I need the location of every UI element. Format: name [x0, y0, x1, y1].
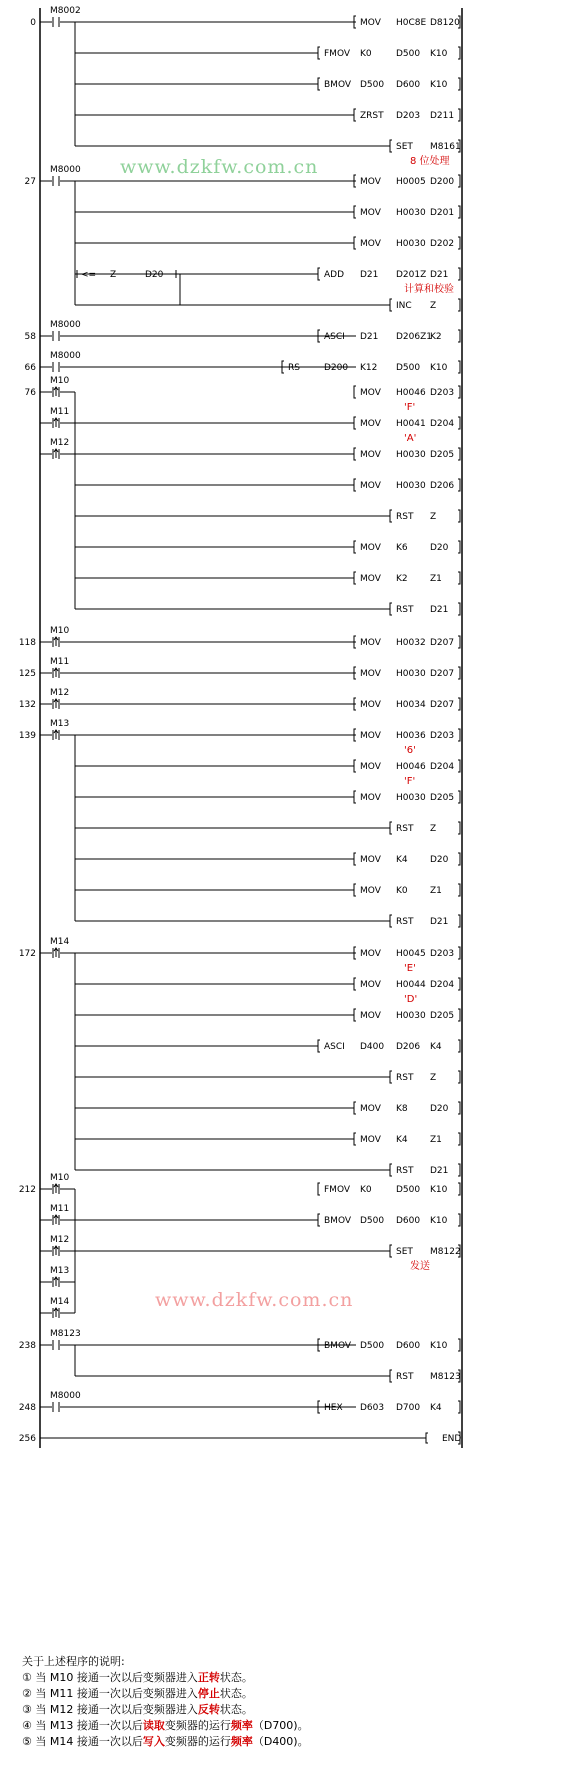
instruction-operand: H0030 [396, 239, 426, 249]
note-em: 写入 [142, 1735, 165, 1748]
instr-bracket-left [354, 760, 356, 772]
instruction-operand: D205 [430, 1011, 455, 1021]
instruction-operand: D206Z1 [396, 332, 432, 342]
annotation-note: 'E' [404, 963, 416, 974]
instruction-mnemonic: MOV [360, 574, 381, 584]
contact-label: M8000 [50, 351, 81, 361]
instr-bracket-left [390, 1245, 392, 1257]
instruction-operand: Z [430, 1073, 437, 1083]
step-number: 125 [18, 669, 36, 679]
instruction-operand: D20 [430, 1104, 449, 1114]
instr-bracket-right [458, 109, 460, 121]
instruction-operand: K12 [360, 363, 378, 373]
instruction-operand: K0 [360, 49, 372, 59]
instruction-mnemonic: MOV [360, 18, 381, 28]
instruction-mnemonic: ASCI [324, 1042, 345, 1052]
instr-bracket-right [458, 1214, 460, 1226]
instruction-operand: D200 [324, 363, 349, 373]
contact-label: M14 [50, 1297, 70, 1307]
instruction-operand: K10 [430, 49, 448, 59]
instr-bracket-left [318, 268, 320, 280]
instruction-operand: D207 [430, 700, 455, 710]
instruction-mnemonic: MOV [360, 731, 381, 741]
instruction-operand: K10 [430, 1185, 448, 1195]
instruction-operand: D20 [430, 543, 449, 553]
instr-bracket-left [354, 1102, 356, 1114]
instruction-mnemonic: MOV [360, 450, 381, 460]
instruction-operand: H0046 [396, 388, 426, 398]
instruction-operand: D204 [430, 419, 455, 429]
note-pre: 当 M12 接通一次以后变频器进入 [35, 1703, 198, 1716]
note-line [22, 1686, 562, 1702]
instruction-operand: D21 [430, 917, 449, 927]
instr-bracket-right [458, 822, 460, 834]
contact-label: M8123 [50, 1329, 81, 1339]
annotation-note: 'A' [404, 433, 417, 444]
end-bracket-left [426, 1433, 428, 1443]
instr-bracket-left [318, 47, 320, 59]
instruction-operand: Z1 [430, 574, 442, 584]
note-post: 状态。 [219, 1687, 253, 1700]
step-number: 248 [18, 1403, 36, 1413]
note-em: 反转 [197, 1703, 220, 1716]
instr-bracket-left [318, 1214, 320, 1226]
contact-label: M8000 [50, 165, 81, 175]
instr-bracket-right [458, 1183, 460, 1195]
instr-bracket-left [390, 603, 392, 615]
note-num: ③ [22, 1703, 36, 1716]
instr-bracket-left [354, 884, 356, 896]
instr-bracket-left [354, 237, 356, 249]
instruction-mnemonic: SET [396, 142, 413, 152]
instr-bracket-left [354, 1133, 356, 1145]
step-number: 172 [18, 949, 36, 959]
instr-bracket-right [458, 729, 460, 741]
instruction-mnemonic: SET [396, 1247, 413, 1257]
instruction-operand: D21 [430, 270, 449, 280]
instruction-operand: K10 [430, 80, 448, 90]
note-em: 读取 [142, 1719, 165, 1732]
instruction-operand: D206 [396, 1042, 421, 1052]
notes-heading: 关于上述程序的说明: [22, 1655, 125, 1668]
instruction-operand: H0030 [396, 481, 426, 491]
instr-bracket-right [458, 1133, 460, 1145]
instr-bracket-right [458, 1339, 460, 1351]
instruction-operand: D204 [430, 762, 455, 772]
instruction-mnemonic: MOV [360, 419, 381, 429]
instruction-operand: D203 [430, 731, 455, 741]
annotation-note: 发送 [410, 1261, 430, 1272]
note-num: ⑤ [22, 1735, 36, 1748]
note-pre: 当 M11 接通一次以后变频器进入 [35, 1687, 198, 1700]
instruction-mnemonic: ADD [324, 270, 345, 280]
note-post: 状态。 [219, 1703, 253, 1716]
instruction-operand: K10 [430, 1341, 448, 1351]
instruction-mnemonic: RST [396, 512, 414, 522]
instruction-operand: H0032 [396, 638, 426, 648]
instr-bracket-right [458, 636, 460, 648]
contact-label: M14 [50, 937, 70, 947]
instr-bracket-right [458, 1401, 460, 1413]
note-em2: 频率 [230, 1719, 253, 1732]
instruction-mnemonic: MOV [360, 886, 381, 896]
instr-bracket-left [354, 109, 356, 121]
instr-bracket-left [318, 78, 320, 90]
instr-bracket-right [458, 417, 460, 429]
instruction-operand: D203 [396, 111, 421, 121]
instruction-operand: M8123 [430, 1372, 461, 1382]
instr-bracket-left [354, 1009, 356, 1021]
instruction-operand: D205 [430, 793, 455, 803]
instruction-operand: K10 [430, 1216, 448, 1226]
step-number: 58 [24, 332, 36, 342]
instruction-operand: D204 [430, 980, 455, 990]
instr-bracket-right [458, 479, 460, 491]
instr-bracket-right [458, 667, 460, 679]
note-line [22, 1702, 562, 1718]
instr-bracket-right [458, 884, 460, 896]
instr-bracket-left [354, 206, 356, 218]
instruction-operand: K8 [396, 1104, 408, 1114]
instr-bracket-right [458, 541, 460, 553]
instruction-operand: Z1 [430, 1135, 442, 1145]
note-em2: 频率 [230, 1735, 253, 1748]
instruction-operand: D600 [396, 1341, 421, 1351]
instr-bracket-left [318, 1040, 320, 1052]
instruction-mnemonic: BMOV [324, 1216, 352, 1226]
instruction-operand: M8122 [430, 1247, 461, 1257]
instruction-mnemonic: MOV [360, 638, 381, 648]
instr-bracket-right [458, 361, 460, 373]
instruction-mnemonic: RST [396, 1372, 414, 1382]
instruction-operand: D21 [430, 1166, 449, 1176]
step-number: 66 [24, 363, 36, 373]
instruction-operand: K4 [396, 1135, 408, 1145]
instruction-operand: D500 [360, 1216, 385, 1226]
step-number: 256 [18, 1434, 36, 1444]
instruction-mnemonic: MOV [360, 700, 381, 710]
note-pre: 当 M13 接通一次以后 [35, 1719, 143, 1732]
instruction-operand: H0034 [396, 700, 426, 710]
instr-bracket-right [458, 572, 460, 584]
annotation-note: 计算和校验 [404, 284, 454, 295]
instruction-mnemonic: MOV [360, 1135, 381, 1145]
instruction-operand: D21 [360, 270, 379, 280]
annotation-note: 'D' [404, 994, 418, 1005]
instr-bracket-left [390, 140, 392, 152]
instruction-operand: D201 [430, 208, 455, 218]
instruction-mnemonic: MOV [360, 239, 381, 249]
instruction-mnemonic: RST [396, 1073, 414, 1083]
instr-bracket-right [458, 1071, 460, 1083]
note-pre: 当 M10 接通一次以后变频器进入 [35, 1671, 198, 1684]
instr-bracket-right [458, 853, 460, 865]
instruction-mnemonic: FMOV [324, 1185, 351, 1195]
instruction-mnemonic: RST [396, 824, 414, 834]
instr-bracket-right [458, 237, 460, 249]
instr-bracket-right [458, 175, 460, 187]
contact-label: M11 [50, 1204, 70, 1214]
instruction-mnemonic: MOV [360, 1104, 381, 1114]
instruction-operand: H0044 [396, 980, 426, 990]
contact-label: M10 [50, 626, 70, 636]
instruction-operand: K4 [430, 1403, 442, 1413]
instruction-operand: D500 [396, 1185, 421, 1195]
note-num: ② [22, 1687, 36, 1700]
instr-bracket-right [458, 510, 460, 522]
watermark: www.dzkfw.com.cn [120, 156, 319, 178]
instruction-operand: D500 [360, 80, 385, 90]
instruction-mnemonic: BMOV [324, 1341, 352, 1351]
instruction-operand: D201Z [396, 270, 427, 280]
notes-lines [22, 1670, 562, 1750]
step-number: 212 [18, 1185, 36, 1195]
instr-bracket-right [458, 330, 460, 342]
note-em: 停止 [197, 1687, 220, 1700]
instruction-operand: K4 [396, 855, 408, 865]
note-post: （D700)。 [252, 1719, 309, 1732]
instruction-operand: K6 [396, 543, 408, 553]
instruction-mnemonic: MOV [360, 177, 381, 187]
instruction-operand: H0005 [396, 177, 426, 187]
contact-label: M10 [50, 1173, 70, 1183]
instruction-mnemonic: MOV [360, 481, 381, 491]
instruction-mnemonic: INC [396, 301, 412, 311]
instr-bracket-left [354, 791, 356, 803]
instruction-mnemonic: MOV [360, 855, 381, 865]
note-line [22, 1670, 562, 1686]
instruction-mnemonic: RST [396, 1166, 414, 1176]
instruction-operand: Z [430, 512, 437, 522]
note-mid: 变频器的运行 [164, 1719, 231, 1732]
annotation-note: 8 位处理 [410, 156, 450, 167]
instr-bracket-right [458, 206, 460, 218]
contact-label: M13 [50, 719, 70, 729]
instruction-mnemonic: MOV [360, 543, 381, 553]
instr-bracket-right [458, 1040, 460, 1052]
instr-bracket-right [458, 760, 460, 772]
step-number: 132 [18, 700, 36, 710]
note-num: ④ [22, 1719, 36, 1732]
instr-bracket-right [458, 698, 460, 710]
instruction-operand: Z [430, 824, 437, 834]
instr-bracket-left [390, 915, 392, 927]
instruction-mnemonic: RST [396, 917, 414, 927]
instr-bracket-left [390, 1164, 392, 1176]
instruction-mnemonic: RST [396, 605, 414, 615]
step-number: 0 [30, 18, 36, 28]
instr-bracket-left [354, 572, 356, 584]
instr-bracket-left [390, 510, 392, 522]
instruction-operand: D603 [360, 1403, 385, 1413]
note-line [22, 1718, 562, 1734]
instruction-operand: D500 [360, 1341, 385, 1351]
instruction-operand: K2 [430, 332, 442, 342]
instruction-operand: D700 [396, 1403, 421, 1413]
instr-bracket-left [318, 1183, 320, 1195]
compare-operand-1: Z [110, 270, 117, 280]
instruction-mnemonic: MOV [360, 1011, 381, 1021]
instruction-operand: D400 [360, 1042, 385, 1052]
instruction-operand: H0046 [396, 762, 426, 772]
instr-bracket-left [354, 978, 356, 990]
instr-bracket-left [390, 1370, 392, 1382]
note-num: ① [22, 1671, 36, 1684]
instruction-operand: H0045 [396, 949, 426, 959]
instruction-operand: K4 [430, 1042, 442, 1052]
annotation-note: '6' [404, 745, 416, 756]
instruction-operand: H0030 [396, 208, 426, 218]
instr-bracket-right [458, 78, 460, 90]
instruction-operand: H0041 [396, 419, 426, 429]
instruction-mnemonic: MOV [360, 793, 381, 803]
instruction-operand: Z [430, 301, 437, 311]
contact-label: M13 [50, 1266, 70, 1276]
note-line [22, 1734, 562, 1750]
instruction-operand: D203 [430, 388, 455, 398]
instruction-operand: D206 [430, 481, 455, 491]
compare-operand-2: D20 [145, 270, 164, 280]
step-number: 27 [24, 177, 36, 187]
instr-bracket-right [458, 978, 460, 990]
instruction-operand: D200 [430, 177, 455, 187]
instr-bracket-left [354, 448, 356, 460]
instruction-operand: D207 [430, 638, 455, 648]
annotation-note: 'F' [404, 776, 416, 787]
note-post: 状态。 [219, 1671, 253, 1684]
instruction-operand: K0 [396, 886, 408, 896]
watermark: www.dzkfw.com.cn [155, 1289, 354, 1311]
compare-op: <= [81, 270, 97, 280]
instruction-operand: H0030 [396, 1011, 426, 1021]
step-number: 76 [24, 388, 36, 398]
instruction-mnemonic: MOV [360, 980, 381, 990]
instr-bracket-right [458, 791, 460, 803]
instruction-operand: Z1 [430, 886, 442, 896]
step-number: 118 [18, 638, 36, 648]
contact-label: M12 [50, 438, 70, 448]
instr-bracket-right [458, 47, 460, 59]
instruction-operand: D20 [430, 855, 449, 865]
instr-bracket-right [458, 1009, 460, 1021]
instruction-operand: M8161 [430, 142, 461, 152]
instruction-operand: D207 [430, 669, 455, 679]
note-em: 正转 [197, 1671, 220, 1684]
instruction-mnemonic: END [442, 1434, 462, 1444]
instruction-operand: K2 [396, 574, 408, 584]
instruction-operand: D600 [396, 1216, 421, 1226]
instr-bracket-left [390, 822, 392, 834]
instr-bracket-right [458, 915, 460, 927]
instr-bracket-right [458, 268, 460, 280]
program-notes [22, 1654, 562, 1750]
contact-label: M8000 [50, 320, 81, 330]
instruction-operand: H0030 [396, 669, 426, 679]
instr-bracket-right [458, 603, 460, 615]
instruction-mnemonic: HEX [324, 1403, 343, 1413]
instruction-mnemonic: MOV [360, 388, 381, 398]
instr-bracket-left [354, 853, 356, 865]
instruction-mnemonic: ASCI [324, 332, 345, 342]
instr-bracket-right [458, 1164, 460, 1176]
contact-label: M8000 [50, 1391, 81, 1401]
instruction-operand: H0030 [396, 450, 426, 460]
instr-bracket-left [390, 299, 392, 311]
instruction-operand: D600 [396, 80, 421, 90]
note-pre: 当 M14 接通一次以后 [35, 1735, 143, 1748]
instr-bracket-left [354, 417, 356, 429]
contact-label: M11 [50, 657, 70, 667]
instruction-mnemonic: MOV [360, 762, 381, 772]
instruction-mnemonic: ZRST [360, 111, 384, 121]
instruction-operand: K0 [360, 1185, 372, 1195]
instruction-operand: H0030 [396, 793, 426, 803]
instruction-operand: D21 [430, 605, 449, 615]
note-mid: 变频器的运行 [164, 1735, 231, 1748]
contact-label: M10 [50, 376, 70, 386]
instruction-operand: K10 [430, 363, 448, 373]
instruction-mnemonic: FMOV [324, 49, 351, 59]
instruction-operand: D202 [430, 239, 455, 249]
step-number: 139 [18, 731, 36, 741]
instruction-operand: D205 [430, 450, 455, 460]
instr-bracket-left [354, 386, 356, 398]
step-number: 238 [18, 1341, 36, 1351]
instr-bracket-left [354, 479, 356, 491]
instr-bracket-right [458, 299, 460, 311]
instr-bracket-left [390, 1071, 392, 1083]
instruction-mnemonic: BMOV [324, 80, 352, 90]
instruction-operand: D8120 [430, 18, 460, 28]
instruction-operand: D500 [396, 49, 421, 59]
instruction-mnemonic: MOV [360, 949, 381, 959]
contact-label: M12 [50, 688, 70, 698]
instr-bracket-left [354, 541, 356, 553]
instruction-operand: D203 [430, 949, 455, 959]
instr-bracket-right [458, 1102, 460, 1114]
contact-label: M11 [50, 407, 70, 417]
annotation-note: 'F' [404, 402, 416, 413]
instr-bracket-right [458, 386, 460, 398]
instruction-operand: D21 [360, 332, 379, 342]
instruction-mnemonic: RS [288, 363, 300, 373]
instruction-operand: H0036 [396, 731, 426, 741]
contact-label: M12 [50, 1235, 70, 1245]
note-post: （D400)。 [252, 1735, 309, 1748]
instruction-mnemonic: MOV [360, 208, 381, 218]
contact-label: M8002 [50, 6, 81, 16]
instr-bracket-right [458, 947, 460, 959]
instruction-operand: H0C8E [396, 18, 427, 28]
instruction-operand: D500 [396, 363, 421, 373]
instruction-operand: D211 [430, 111, 455, 121]
instruction-mnemonic: MOV [360, 669, 381, 679]
instr-bracket-right [458, 448, 460, 460]
